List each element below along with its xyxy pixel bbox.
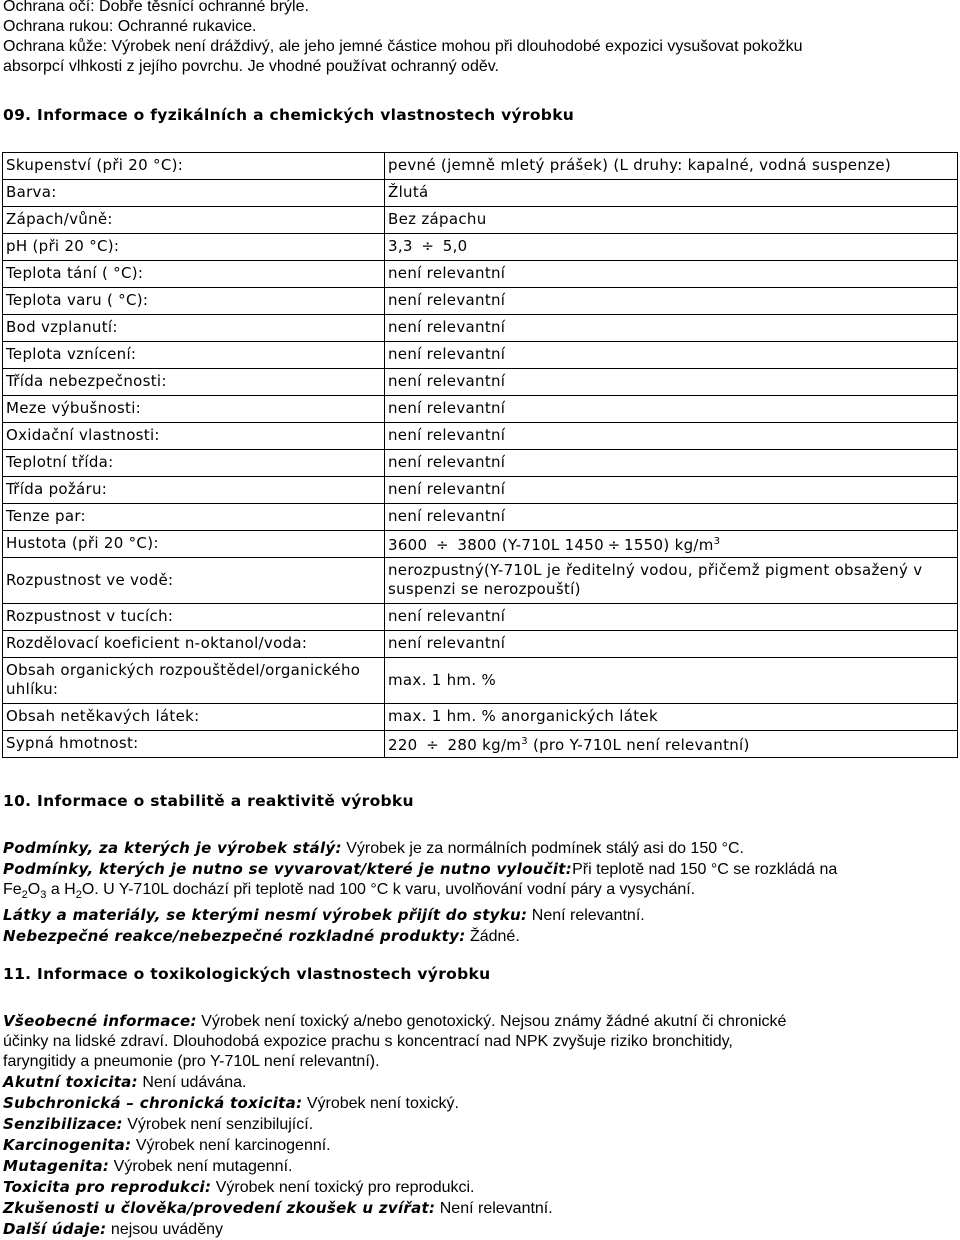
property-label: Skupenství (při 20 °C): (3, 153, 385, 180)
property-value: není relevantní (385, 315, 958, 342)
skin-protection-text-cont: absorpcí vlhkosti z jejího povrchu. Je vhodné používat ochranný oděv. (3, 58, 499, 75)
property-label: Teplota tání ( °C): (3, 261, 385, 288)
density-y710-high: 1550) kg/m (624, 536, 714, 554)
table-row (3, 731, 958, 758)
tox-item-text: Výrobek není toxický. (302, 1095, 459, 1112)
tox-item-label: Mutagenita: (3, 1157, 110, 1175)
property-value: není relevantní (385, 604, 958, 631)
avoid-conditions-label: Podmínky, kterých je nutno se vyvarovat/které je nutno vyloučit: (3, 860, 573, 878)
property-value: není relevantní (385, 423, 958, 450)
table-row (3, 658, 958, 704)
ph-low: 3,3 (388, 237, 413, 255)
property-value: není relevantní (385, 342, 958, 369)
decomposition-text (3, 880, 957, 905)
general-info-text: Výrobek není toxický a/nebo genotoxický. Nejsou známy žádné akutní či chronické (196, 1013, 787, 1030)
hand-protection-text: Ochrana rukou: Ochranné rukavice. (3, 18, 257, 35)
property-label: Rozdělovací koeficient n-oktanol/voda: (3, 631, 385, 658)
decomposition-rest: O. U Y-710L dochází při teplotě nad 100 °C k varu, uvolňování vodní páry a vysychání. (81, 881, 696, 898)
property-value: není relevantní (385, 288, 958, 315)
property-value (385, 234, 958, 261)
property-label: Teplota vznícení: (3, 342, 385, 369)
tox-item (3, 1177, 957, 1198)
property-value (385, 731, 958, 758)
tox-item-text: Není relevantní. (435, 1200, 553, 1217)
tox-item-text: Není udávána. (137, 1074, 247, 1091)
property-label: Třída požáru: (3, 477, 385, 504)
table-row (3, 450, 958, 477)
property-value: není relevantní (385, 477, 958, 504)
section-10-title: 10. Informace o stabilitě a reaktivitě výrobku (3, 792, 414, 810)
property-label: Oxidační vlastnosti: (3, 423, 385, 450)
table-row (3, 288, 958, 315)
tox-item (3, 1135, 957, 1156)
ph-high: 5,0 (442, 237, 468, 255)
tox-item (3, 1156, 957, 1177)
tox-item-label: Karcinogenita: (3, 1136, 132, 1154)
section-11-body (3, 1011, 957, 1240)
tox-item (3, 1198, 957, 1219)
bulk-density-high: 280 kg/m (447, 736, 522, 754)
property-value: nerozpustný(Y-710L je ředitelný vodou, přičemž pigment obsažený v suspenzi se nerozpouští) (385, 558, 958, 604)
tox-item-text: Výrobek není senzibilující. (122, 1116, 314, 1133)
properties-table (2, 152, 958, 758)
avoid-conditions-text: Při teplotě nad 150 °C se rozkládá na (572, 861, 838, 878)
property-label: pH (při 20 °C): (3, 234, 385, 261)
subscript: 2 (75, 889, 82, 902)
bulk-density-low: 220 (388, 736, 418, 754)
section-11-title: 11. Informace o toxikologických vlastnostech výrobku (3, 965, 491, 983)
table-row (3, 631, 958, 658)
tox-item (3, 1072, 957, 1093)
range-divide-symbol: ÷ (421, 237, 435, 255)
chem-fe: Fe (3, 881, 22, 898)
table-row (3, 180, 958, 207)
property-label: Teplotní třída: (3, 450, 385, 477)
property-label: Barva: (3, 180, 385, 207)
property-value: max. 1 hm. % (385, 658, 958, 704)
incompatible-materials (3, 905, 957, 926)
table-row (3, 477, 958, 504)
section-10-body (3, 838, 957, 947)
table-row (3, 234, 958, 261)
hazardous-reactions-label: Nebezpečné reakce/nebezpečné rozkladné produkty: (3, 927, 466, 946)
stability-conditions (3, 838, 957, 859)
avoid-conditions (3, 859, 957, 880)
subscript: 2 (21, 889, 28, 902)
general-info-cont: účinky na lidské zdraví. Dlouhodobá expozice prachu s koncentrací nad NPK zvyšuje riziko bronchitidy, (3, 1033, 733, 1050)
table-row (3, 423, 958, 450)
stability-conditions-text: Výrobek je za normálních podmínek stálý asi do 150 °C. (341, 840, 744, 857)
properties-table-wrap (3, 152, 958, 758)
general-info (3, 1011, 957, 1032)
section-9-title: 09. Informace o fyzikálních a chemických vlastnostech výrobku (3, 106, 575, 124)
tox-item-label: Zkušenosti u člověka/provedení zkoušek u zvířat: (3, 1199, 436, 1217)
table-row (3, 207, 958, 234)
table-row (3, 604, 958, 631)
property-label: Třída nebezpečnosti: (3, 369, 385, 396)
incompatible-materials-text: Není relevantní. (527, 907, 645, 925)
table-row (3, 369, 958, 396)
subscript: 3 (40, 889, 47, 902)
tox-item-label: Akutní toxicita: (3, 1073, 138, 1091)
table-row (3, 153, 958, 180)
chem-o: O (27, 881, 41, 898)
property-label: Hustota (při 20 °C): (3, 531, 385, 558)
property-value: Žlutá (385, 180, 958, 207)
tox-item (3, 1219, 957, 1240)
property-label: Zápach/vůně: (3, 207, 385, 234)
property-label: Obsah netěkavých látek: (3, 704, 385, 731)
table-row (3, 558, 958, 604)
tox-item-text: Výrobek není mutagenní. (109, 1158, 293, 1175)
property-value: není relevantní (385, 504, 958, 531)
unit-superscript: 3 (713, 536, 721, 547)
property-value: není relevantní (385, 261, 958, 288)
property-label: Tenze par: (3, 504, 385, 531)
tox-item-label: Subchronická – chronická toxicita: (3, 1094, 303, 1112)
chem-h: a H (46, 881, 76, 898)
range-divide-symbol: ÷ (426, 736, 439, 754)
property-label: Rozpustnost v tucích: (3, 604, 385, 631)
tox-item (3, 1093, 957, 1114)
tox-item-text: nejsou uváděny (106, 1221, 223, 1238)
general-info-cont2: faryngitidy a pneumonie (pro Y-710L není relevantní). (3, 1053, 380, 1070)
property-value: max. 1 hm. % anorganických látek (385, 704, 958, 731)
table-row (3, 531, 958, 558)
property-label: Obsah organických rozpouštědel/organického uhlíku: (3, 658, 385, 704)
tox-item (3, 1114, 957, 1135)
bulk-density-note: (pro Y-710L není relevantní) (527, 736, 750, 754)
property-value: pevné (jemně mletý prášek) (L druhy: kapalné, vodná suspenze) (385, 153, 958, 180)
range-divide-symbol: ÷ (607, 536, 621, 554)
density-low: 3600 (388, 536, 428, 554)
tox-item-label: Další údaje: (3, 1220, 107, 1238)
tox-item-text: Výrobek není toxický pro reprodukci. (211, 1179, 475, 1196)
general-info-label: Všeobecné informace: (3, 1012, 197, 1030)
property-value: Bez zápachu (385, 207, 958, 234)
eye-protection-text: Ochrana očí: Dobře těsnící ochranné brýle. (3, 0, 309, 15)
hazardous-reactions (3, 926, 957, 947)
tox-item-text: Výrobek není karcinogenní. (131, 1137, 331, 1154)
table-row (3, 315, 958, 342)
incompatible-materials-label: Látky a materiály, se kterými nesmí výrobek přijít do styku: (3, 906, 528, 925)
tox-item-label: Toxicita pro reprodukci: (3, 1178, 212, 1196)
stability-conditions-label: Podmínky, za kterých je výrobek stálý: (3, 839, 342, 857)
density-high: 3800 (Y-710L 1450 (457, 536, 604, 554)
property-label: Bod vzplanutí: (3, 315, 385, 342)
property-value: není relevantní (385, 369, 958, 396)
property-value: není relevantní (385, 450, 958, 477)
property-value: není relevantní (385, 396, 958, 423)
table-row (3, 396, 958, 423)
protection-block (3, 0, 803, 77)
table-row (3, 261, 958, 288)
table-row (3, 342, 958, 369)
property-label: Meze výbušnosti: (3, 396, 385, 423)
tox-item-label: Senzibilizace: (3, 1115, 123, 1133)
unit-superscript: 3 (521, 736, 528, 747)
property-value: není relevantní (385, 631, 958, 658)
hazardous-reactions-text: Žádné. (465, 928, 520, 946)
property-label: Sypná hmotnost: (3, 731, 385, 758)
property-value (385, 531, 958, 558)
property-label: Teplota varu ( °C): (3, 288, 385, 315)
table-row (3, 504, 958, 531)
skin-protection-text: Ochrana kůže: Výrobek není dráždivý, ale jeho jemné částice mohou při dlouhodobé expozici vysušovat pokožku (3, 38, 803, 55)
property-label: Rozpustnost ve vodě: (3, 558, 385, 604)
table-row (3, 704, 958, 731)
range-divide-symbol: ÷ (435, 536, 449, 554)
